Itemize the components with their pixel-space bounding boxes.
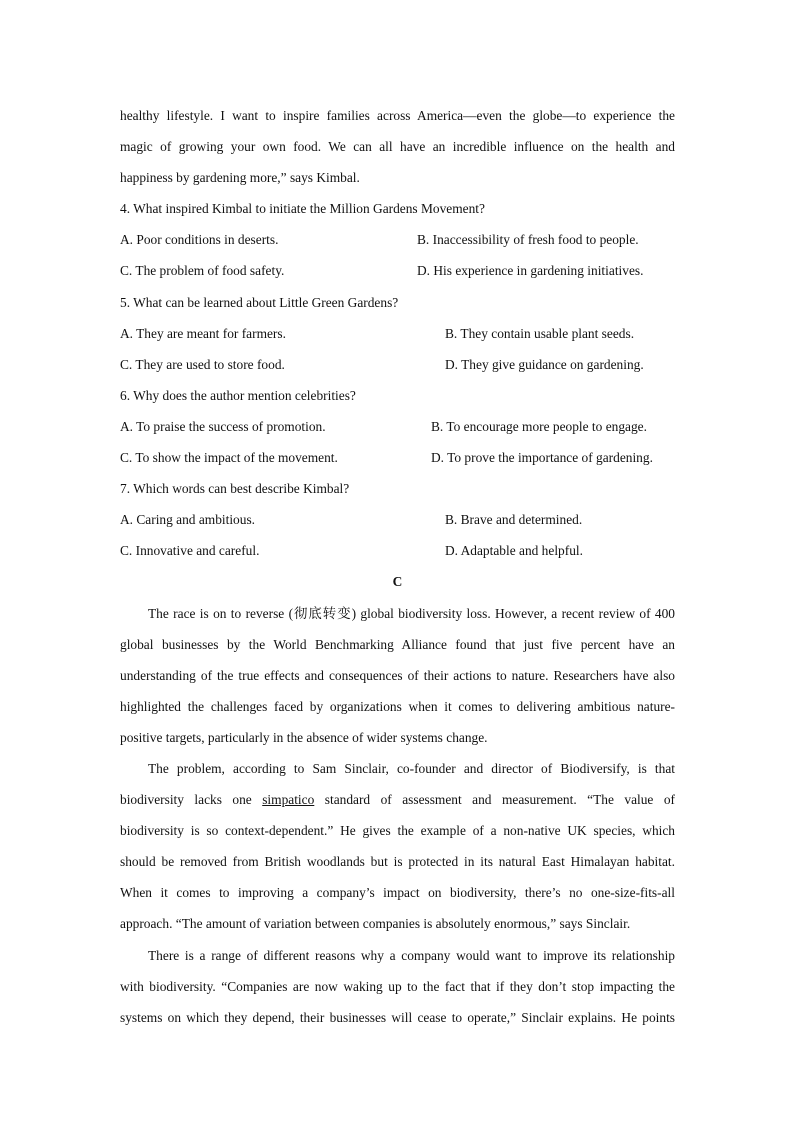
option-b: B. Inaccessibility of fresh food to people. <box>417 232 639 248</box>
question-stem: 4. What inspired Kimbal to initiate the Million Gardens Movement? <box>120 201 485 217</box>
option-d: D. They give guidance on gardening. <box>445 356 644 372</box>
option-b: B. To encourage more people to engage. <box>431 418 647 434</box>
text-line: There is a range of different reasons why a company would want to improve its relationship <box>148 947 675 963</box>
text-line: systems on which they depend, their businesses will cease to operate,” Sinclair explains. He points <box>120 1009 675 1025</box>
option-row <box>120 349 675 380</box>
text-line: The race is on to reverse (彻底转变) global biodiversity loss. However, a recent review of 400 <box>148 605 675 621</box>
option-a: A. To praise the success of promotion. <box>120 418 326 434</box>
text-line: healthy lifestyle. I want to inspire families across America—even the globe—to experience the <box>120 108 675 123</box>
question-6 <box>120 380 675 473</box>
text-line: happiness by gardening more,” says Kimbal. <box>120 170 360 186</box>
option-row <box>120 442 675 473</box>
option-c: C. The problem of food safety. <box>120 263 285 279</box>
option-row <box>120 535 675 566</box>
question-stem: 7. Which words can best describe Kimbal? <box>120 481 350 497</box>
option-c: C. To show the impact of the movement. <box>120 450 338 466</box>
option-row <box>120 255 675 286</box>
option-row <box>120 224 675 255</box>
paragraph-1 <box>120 598 675 753</box>
option-b: B. They contain usable plant seeds. <box>445 325 635 341</box>
option-row <box>120 504 675 535</box>
text-line: approach. “The amount of variation between companies is absolutely enormous,” says Sinclair. <box>120 916 631 932</box>
text-line: with biodiversity. “Companies are now waking up to the fact that if they don’t stop impacting the <box>120 978 675 994</box>
text-line <box>120 784 675 815</box>
question-4 <box>120 193 675 286</box>
page-content <box>120 100 675 1033</box>
option-d: D. Adaptable and helpful. <box>445 543 583 559</box>
text-line: global businesses by the World Benchmarking Alliance found that just five percent have an <box>120 636 675 652</box>
option-a: A. Caring and ambitious. <box>120 512 256 528</box>
option-d: D. To prove the importance of gardening. <box>431 450 653 466</box>
option-row <box>120 411 675 442</box>
text-line: should be removed from British woodlands but is protected in its natural East Himalayan habitat. <box>120 854 675 870</box>
text-line: biodiversity is so context-dependent.” He gives the example of a non-native UK species, which <box>120 823 675 839</box>
option-b: B. Brave and determined. <box>445 512 583 528</box>
option-a: A. They are meant for farmers. <box>120 325 286 341</box>
text-line: highlighted the challenges faced by organizations when it comes to delivering ambitious nature- <box>120 698 675 714</box>
text-segment: standard of assessment and measurement. “The value of <box>314 792 675 808</box>
option-row <box>120 318 675 349</box>
passage-b-ending <box>120 100 675 193</box>
text-line: positive targets, particularly in the absence of wider systems change. <box>120 729 488 745</box>
underlined-word: simpatico <box>262 792 315 808</box>
question-7 <box>120 473 675 566</box>
question-5 <box>120 287 675 380</box>
question-stem: 6. Why does the author mention celebrities? <box>120 387 356 403</box>
text-line: magic of growing your own food. We can all have an incredible influence on the health and <box>120 139 675 155</box>
section-heading: C <box>392 574 403 590</box>
text-segment: biodiversity lacks one <box>120 792 263 808</box>
option-d: D. His experience in gardening initiatives. <box>417 263 644 279</box>
text-line: understanding of the true effects and consequences of their actions to nature. Researchers have also <box>120 667 675 683</box>
option-c: C. They are used to store food. <box>120 356 285 372</box>
option-c: C. Innovative and careful. <box>120 543 260 559</box>
text-line: When it comes to improving a company’s impact on biodiversity, there’s no one-size-fits-all <box>120 885 675 901</box>
text-line: The problem, according to Sam Sinclair, co-founder and director of Biodiversify, is that <box>148 760 675 776</box>
question-stem: 5. What can be learned about Little Green Gardens? <box>120 294 399 310</box>
paragraph-2 <box>120 753 675 940</box>
paragraph-3 <box>120 940 675 1033</box>
option-a: A. Poor conditions in deserts. <box>120 232 279 248</box>
